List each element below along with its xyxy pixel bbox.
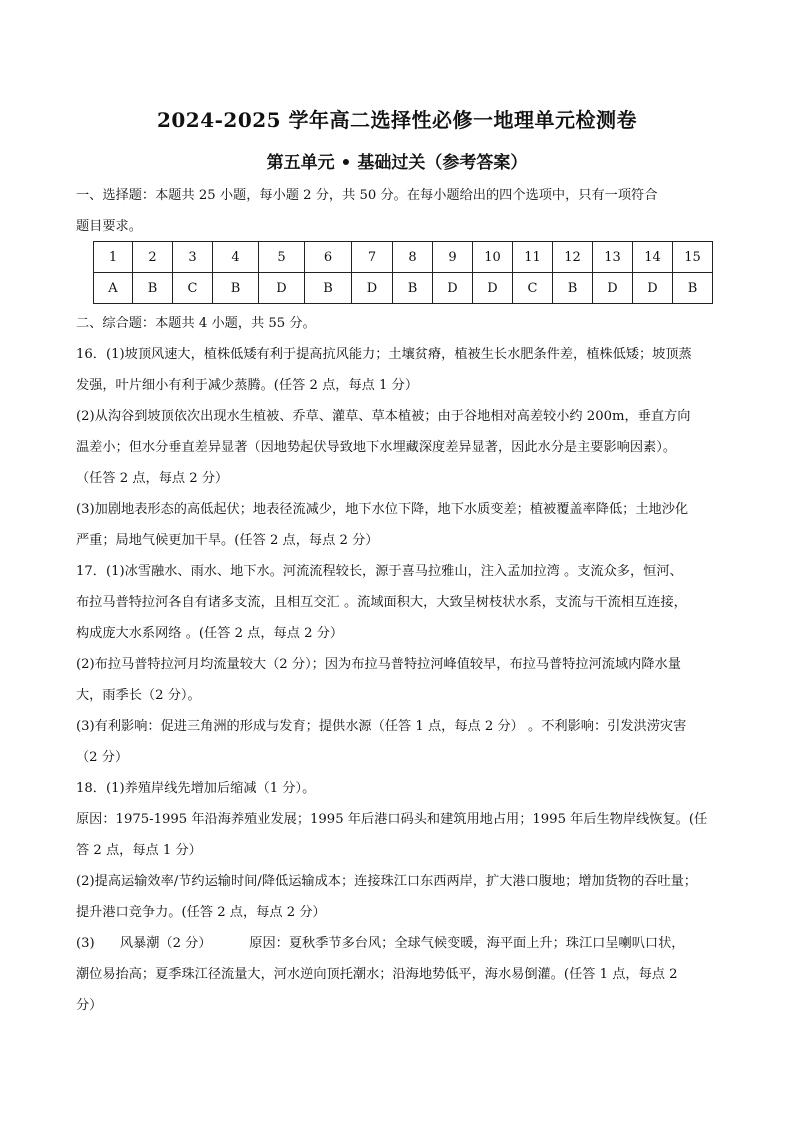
answer-cell: A bbox=[94, 273, 133, 304]
answer-cell: C bbox=[173, 273, 213, 304]
section2-heading: 二、综合题：本题共 4 小题，共 55 分。 bbox=[76, 316, 316, 331]
q16-line: (2)从沟谷到坡顶依次出现水生植被、乔草、灌草、草本植被；由于谷地相对高差较小约 200m，垂直方向 bbox=[76, 409, 691, 424]
q16-line: 严重；局地气候更加干旱。(任答 2 点，每点 2 分） bbox=[76, 533, 379, 548]
q17-line: （2 分） bbox=[76, 750, 129, 765]
question-number-cell: 6 bbox=[305, 242, 352, 273]
answer-cell: D bbox=[433, 273, 473, 304]
answer-table bbox=[93, 241, 713, 304]
q18-line: (2)提高运输效率/节约运输时间/降低运输成本；连接珠江口东西两岸，扩大港口腹地；增加货物的吞吐量； bbox=[76, 874, 697, 889]
question-number-row bbox=[94, 242, 713, 273]
answer-cell: D bbox=[633, 273, 673, 304]
q18-line: 分） bbox=[76, 998, 103, 1013]
answer-cell: C bbox=[513, 273, 553, 304]
answer-cell: B bbox=[553, 273, 593, 304]
answer-cell: B bbox=[673, 273, 713, 304]
q17-line: 大，雨季长（2 分）。 bbox=[76, 688, 201, 703]
question-number-cell: 3 bbox=[173, 242, 213, 273]
question-number-cell: 10 bbox=[473, 242, 513, 273]
answer-row bbox=[94, 273, 713, 304]
q18-line: 提升港口竞争力。(任答 2 点，每点 2 分） bbox=[76, 905, 326, 920]
question-number-cell: 1 bbox=[94, 242, 133, 273]
answer-body bbox=[76, 339, 726, 1021]
answer-cell: D bbox=[259, 273, 305, 304]
q17-line: (2)布拉马普特拉河月均流量较大（2 分）；因为布拉马普特拉河峰值较早，布拉马普特拉河流域内降水量 bbox=[76, 657, 681, 672]
q16-line: 温差小；但水分垂直差异显著（因地势起伏导致地下水埋藏深度差异显著，因此水分是主要影响因素）。 bbox=[76, 440, 677, 455]
question-number-cell: 13 bbox=[593, 242, 633, 273]
answer-cell: B bbox=[393, 273, 433, 304]
q17-line: 布拉马普特拉河各自有诸多支流，且相互交汇 。流域面积大，大致呈树枝状水系，支流与干流相互连接， bbox=[76, 595, 687, 610]
answer-cell: D bbox=[473, 273, 513, 304]
q17-line: (3)有利影响：促进三角洲的形成与发育；提供水源（任答 1 点，每点 2 分） 。不利影响：引发洪涝灾害 bbox=[76, 719, 687, 734]
question-number-cell: 2 bbox=[133, 242, 173, 273]
question-number-cell: 11 bbox=[513, 242, 553, 273]
page-title: 2024-2025 学年高二选择性必修一地理单元检测卷 bbox=[156, 108, 638, 132]
q17-line: 构成庞大水系网络 。(任答 2 点，每点 2 分） bbox=[76, 626, 344, 641]
q16-line: (3)加剧地表形态的高低起伏；地表径流减少，地下水位下降，地下水质变差；植被覆盖率降低；土地沙化 bbox=[76, 502, 689, 517]
question-number-cell: 15 bbox=[673, 242, 713, 273]
answer-cell: D bbox=[352, 273, 393, 304]
q16-line: 16．(1)坡顶风速大，植株低矮有利于提高抗风能力；土壤贫瘠，植被生长水肥条件差，植株低矮；坡顶蒸 bbox=[76, 347, 692, 362]
page-subtitle: 第五单元 • 基础过关（参考答案） bbox=[266, 153, 528, 173]
q18-line: 18．(1)养殖岸线先增加后缩减（1 分）。 bbox=[76, 781, 316, 796]
section1-heading-line: 题目要求。 bbox=[76, 219, 142, 234]
question-number-cell: 5 bbox=[259, 242, 305, 273]
question-number-cell: 4 bbox=[213, 242, 259, 273]
question-number-cell: 14 bbox=[633, 242, 673, 273]
section1-heading-line: 一、选择题：本题共 25 小题，每小题 2 分，共 50 分。在每小题给出的四个选项中，只有一项符合 bbox=[76, 188, 658, 203]
answer-cell: B bbox=[305, 273, 352, 304]
question-number-cell: 9 bbox=[433, 242, 473, 273]
answer-cell: D bbox=[593, 273, 633, 304]
q18-line: (3) 风暴潮（2 分） 原因：夏秋季节多台风；全球气候变暖，海平面上升；珠江口呈喇叭口状， bbox=[76, 936, 685, 951]
q18-line: 答 2 点，每点 1 分） bbox=[76, 843, 202, 858]
q16-line: 发强，叶片细小有利于减少蒸腾。(任答 2 点，每点 1 分） bbox=[76, 378, 419, 393]
section1-heading bbox=[76, 180, 726, 242]
q16-line: （任答 2 点，每点 2 分） bbox=[76, 471, 229, 486]
question-number-cell: 7 bbox=[352, 242, 393, 273]
question-number-cell: 8 bbox=[393, 242, 433, 273]
answer-cell: B bbox=[213, 273, 259, 304]
q18-line: 潮位易抬高；夏季珠江径流量大，河水逆向顶托潮水；沿海地势低平，海水易倒灌。(任答 1 点，每点 2 bbox=[76, 967, 678, 982]
answer-cell: B bbox=[133, 273, 173, 304]
question-number-cell: 12 bbox=[553, 242, 593, 273]
q18-line: 原因：1975-1995 年沿海养殖业发展；1995 年后港口码头和建筑用地占用；1995 年后生物岸线恢复。(任 bbox=[76, 812, 708, 827]
q17-line: 17．(1)冰雪融水、雨水、地下水。河流流程较长，源于喜马拉雅山，注入孟加拉湾 。支流众多，恒河、 bbox=[76, 564, 683, 579]
